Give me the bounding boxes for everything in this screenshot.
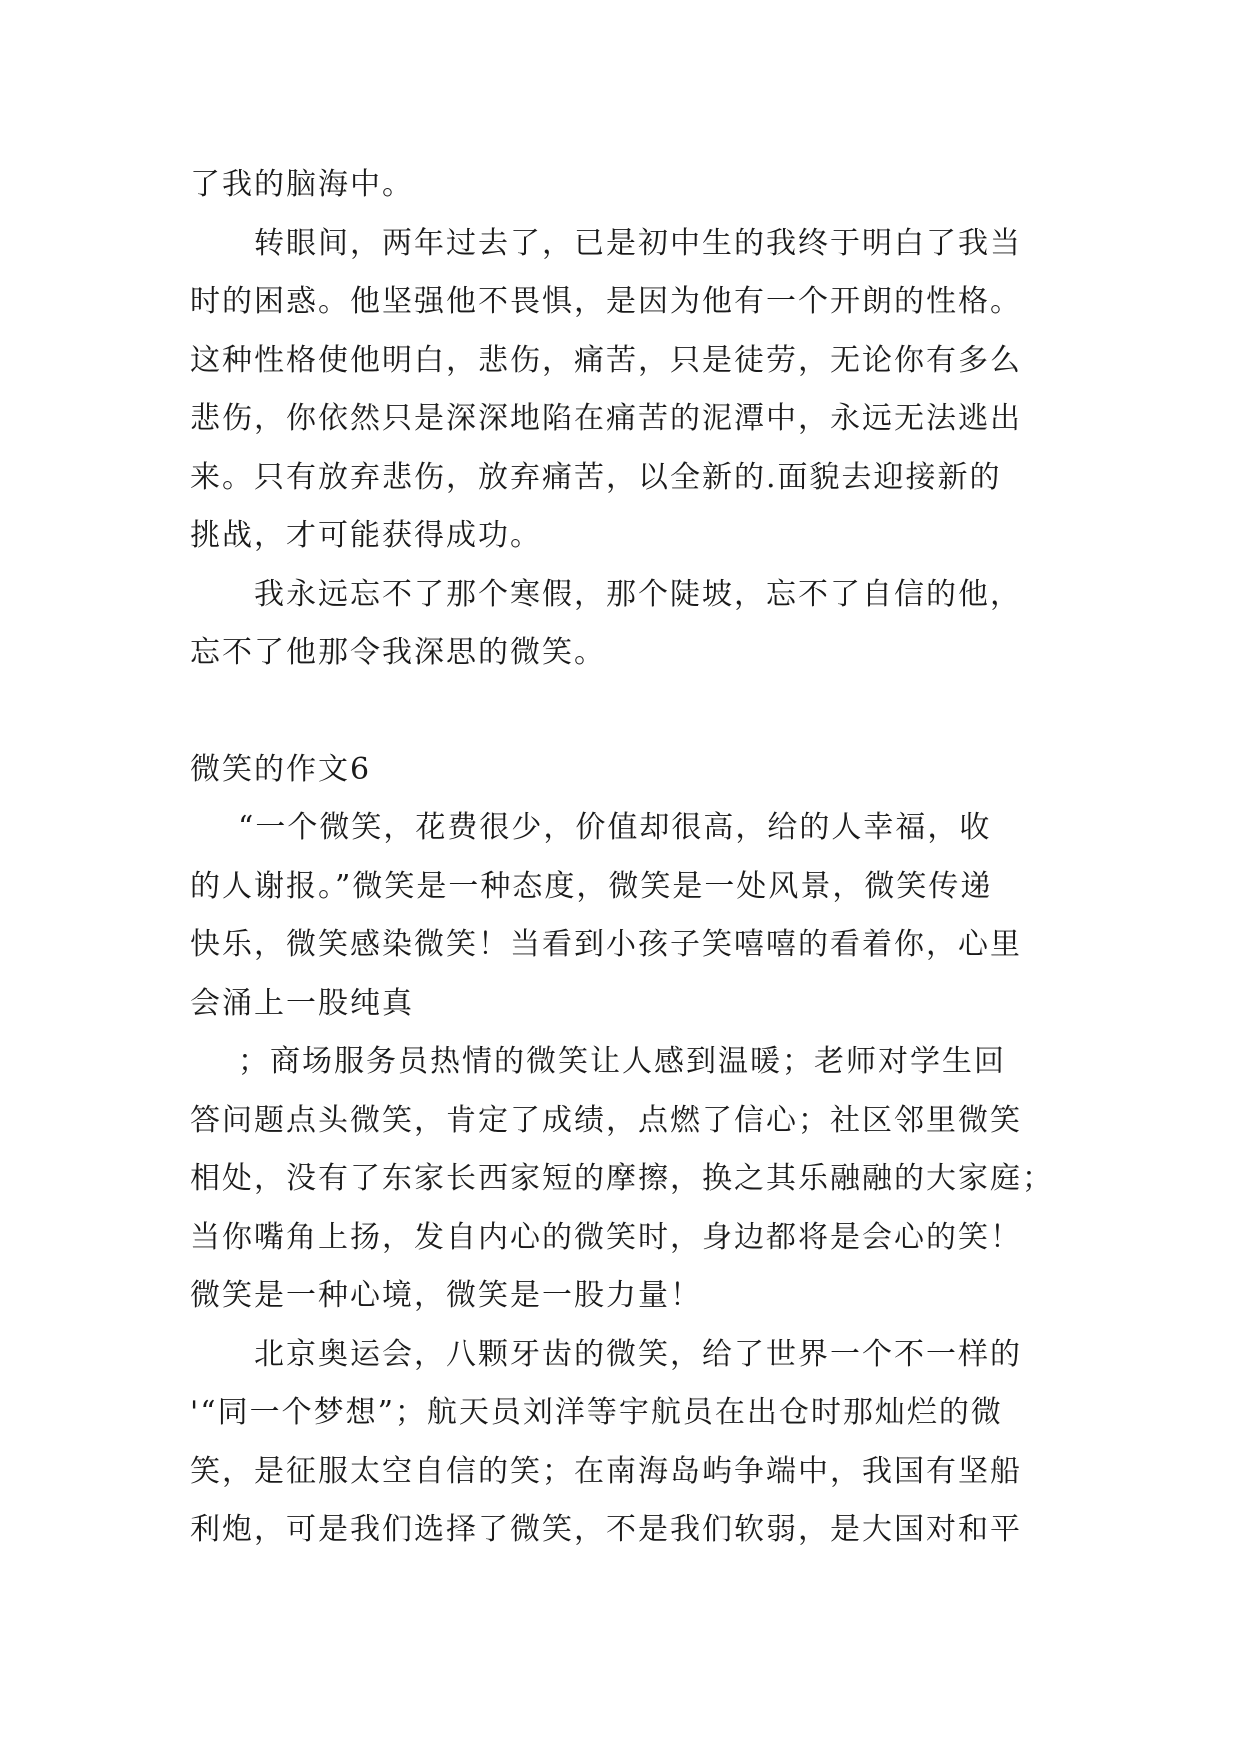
- text-line: 我永远忘不了那个寒假，那个陡坡，忘不了自信的他，: [254, 576, 1022, 612]
- text-line: 挑战，才可能获得成功。: [190, 518, 542, 553]
- text-line: 转眼间，两年过去了，已是初中生的我终于明白了我当: [254, 225, 1022, 261]
- text-line: 快乐，微笑感染微笑！当看到小孩子笑嘻嘻的看着你，心里: [190, 927, 1022, 962]
- text-line: 悲伤，你依然只是深深地陷在痛苦的泥潭中，永远无法逃出: [190, 401, 1022, 436]
- paragraph-1: [190, 156, 1050, 215]
- text-line: ；商场服务员热情的微笑让人感到温暖；老师对学生回: [238, 1044, 1006, 1079]
- text-line: 忘不了他那令我深思的微笑。: [190, 635, 606, 670]
- text-line: “一个微笑，花费很少，价值却很高，给的人幸福，收: [238, 810, 992, 845]
- text-line: 当你嘴角上扬，发自内心的微笑时，身边都将是会心的笑！: [190, 1219, 1022, 1255]
- text-line: 这种性格使他明白，悲伤，痛苦，只是徒劳，无论你有多么: [190, 342, 1022, 378]
- text-line: 相处，没有了东家长西家短的摩擦，换之其乐融融的大家庭；: [190, 1161, 1054, 1196]
- section-gap: [190, 683, 1050, 741]
- text-line: 微笑是一种心境，微笑是一股力量！: [190, 1278, 702, 1313]
- text-line: 的人谢报。”微笑是一种态度，微笑是一处风景，微笑传递: [190, 868, 993, 904]
- section-title: [190, 741, 1050, 800]
- text-line: 利炮，可是我们选择了微笑，不是我们软弱，是大国对和平: [190, 1512, 1022, 1547]
- text-line: 笑，是征服太空自信的笑；在南海岛屿争端中，我国有坚船: [190, 1453, 1022, 1489]
- text-line: 来。只有放弃悲伤，放弃痛苦，以全新的.面貌去迎接新的: [190, 459, 1002, 495]
- essay-title: 微笑的作文6: [190, 751, 372, 787]
- document-body: [190, 156, 1054, 1560]
- paragraph-5: [190, 1033, 1054, 1326]
- text-line: 了我的脑海中。: [190, 167, 414, 202]
- paragraph-6: [190, 1326, 1050, 1560]
- paragraph-3: [190, 566, 1050, 683]
- paragraph-4: [190, 799, 1050, 1033]
- text-line: 会涌上一股纯真: [190, 985, 414, 1021]
- text-line: 时的困惑。他坚强他不畏惧，是因为他有一个开朗的性格。: [190, 284, 1022, 319]
- text-line: 答问题点头微笑，肯定了成绩，点燃了信心；社区邻里微笑: [190, 1102, 1022, 1138]
- text-line: '“同一个梦想”；航天员刘洋等宇航员在出仓时那灿烂的微: [190, 1395, 1003, 1430]
- text-line: 北京奥运会，八颗牙齿的微笑，给了世界一个不一样的: [254, 1336, 1022, 1372]
- paragraph-2: [190, 215, 1050, 566]
